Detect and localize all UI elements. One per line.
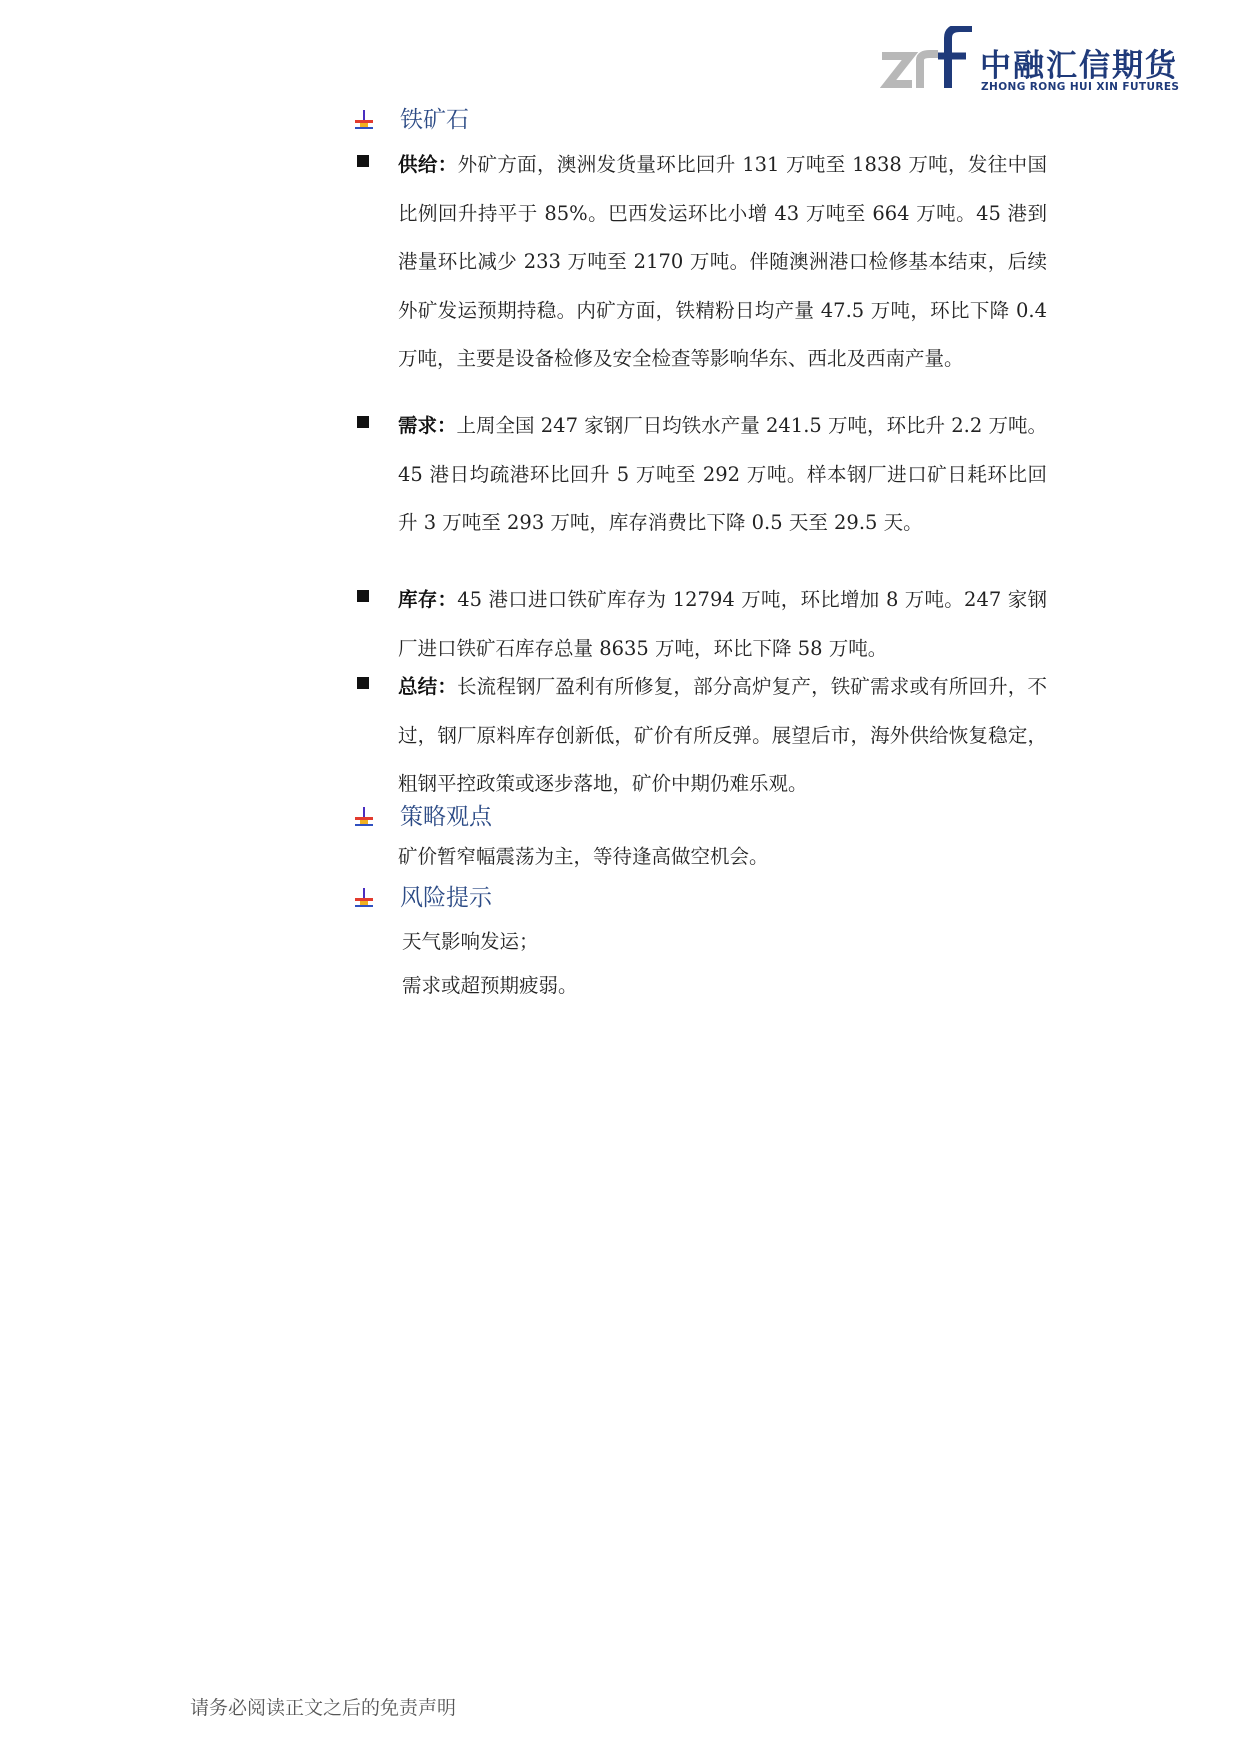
heading-bullet-icon bbox=[354, 110, 374, 130]
heading-bullet-icon bbox=[354, 888, 374, 908]
section-title: 铁矿石 bbox=[400, 107, 469, 133]
square-bullet-icon bbox=[357, 677, 369, 689]
bullet-summary bbox=[357, 663, 1047, 809]
risk-item: 需求或超预期疲弱。 bbox=[402, 974, 578, 997]
bullet-text: 长流程钢厂盈利有所修复，部分高炉复产，铁矿需求或有所回升，不过，钢厂原料库存创新低，矿价有所反弹。展望后市，海外供给恢复稳定，粗钢平控政策或逐步落地，矿价中期仍难乐观。 bbox=[398, 675, 1047, 795]
bullet-demand bbox=[357, 402, 1047, 548]
bullet-paragraph bbox=[398, 663, 1047, 809]
company-logo bbox=[880, 26, 1180, 96]
bullet-text: 45 港口进口铁矿库存为 12794 万吨，环比增加 8 万吨。247 家钢厂进口铁矿石库存总量 8635 万吨，环比下降 58 万吨。 bbox=[398, 588, 1047, 660]
square-bullet-icon bbox=[357, 155, 369, 167]
bullet-label: 需求： bbox=[398, 414, 457, 437]
bullet-label: 总结： bbox=[398, 675, 458, 698]
section-title: 策略观点 bbox=[400, 804, 492, 830]
zrf-logo-mark-icon bbox=[880, 26, 975, 92]
bullet-label: 供给： bbox=[398, 153, 458, 176]
bullet-paragraph bbox=[398, 141, 1047, 384]
strategy-text: 矿价暂窄幅震荡为主，等待逢高做空机会。 bbox=[398, 845, 769, 868]
bullet-text: 上周全国 247 家钢厂日均铁水产量 241.5 万吨，环比升 2.2 万吨。45 港日均疏港环比回升 5 万吨至 292 万吨。样本钢厂进口矿日耗环比回升 3 万吨至 293 万吨，库存消费比下降 0.5 天至 29.5 天。 bbox=[398, 414, 1047, 534]
bullet-supply bbox=[357, 141, 1047, 384]
bullet-inventory bbox=[357, 576, 1047, 673]
logo-chinese-name: 中融汇信期货 bbox=[980, 48, 1178, 84]
bullet-label: 库存： bbox=[398, 588, 458, 611]
bullet-text: 外矿方面，澳洲发货量环比回升 131 万吨至 1838 万吨，发往中国比例回升持平于 85%。巴西发运环比小增 43 万吨至 664 万吨。45 港到港量环比减少 233 万吨至 2170 万吨。伴随澳洲港口检修基本结束，后续外矿发运预期持稳。内矿方面，铁精粉日均产量 47.5 万吨，环比下降 0.4 万吨，主要是设备检修及安全检查等影响华东、西北及西南产量。 bbox=[398, 153, 1047, 370]
risk-item: 天气影响发运； bbox=[402, 930, 539, 953]
bullet-paragraph bbox=[398, 576, 1047, 673]
heading-bullet-icon bbox=[354, 807, 374, 827]
bullet-paragraph bbox=[398, 402, 1047, 548]
square-bullet-icon bbox=[357, 416, 369, 428]
disclaimer-footer: 请务必阅读正文之后的免责声明 bbox=[190, 1697, 457, 1719]
section-title: 风险提示 bbox=[400, 885, 492, 911]
square-bullet-icon bbox=[357, 590, 369, 602]
logo-english-name: ZHONG RONG HUI XIN FUTURES bbox=[981, 81, 1180, 93]
